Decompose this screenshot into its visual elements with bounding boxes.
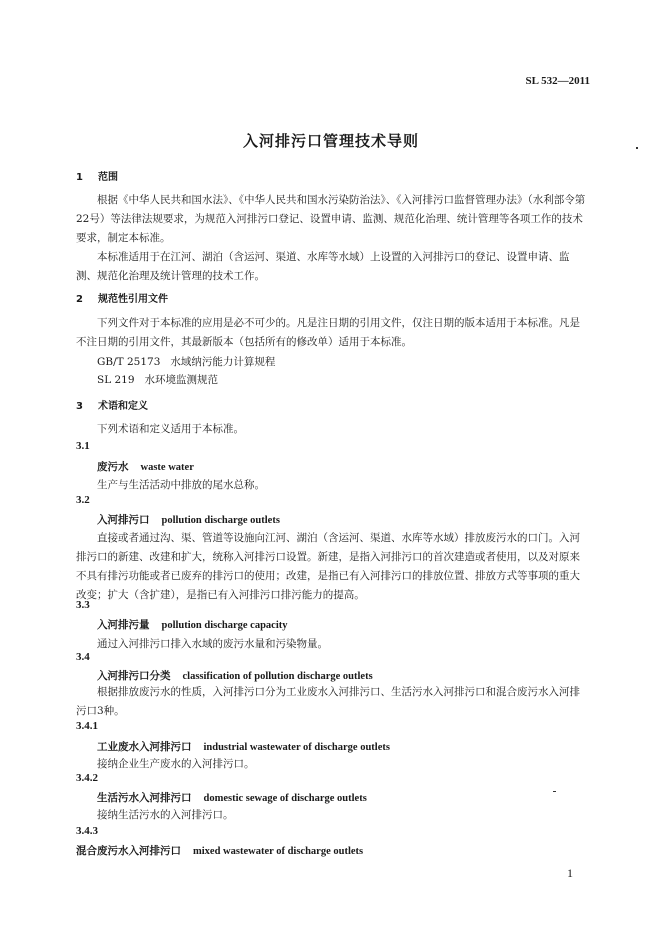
term-definition: 接纳生活污水的入河排污口。 — [97, 809, 234, 821]
term-zh: 混合废污水入河排污口 — [76, 845, 181, 857]
term-en: pollution discharge capacity — [161, 620, 288, 631]
term-definition: 生产与生活活动中排放的尾水总称。 — [97, 479, 265, 491]
section-2-heading — [76, 290, 168, 305]
term-zh: 工业废水入河排污口 — [97, 741, 192, 753]
clause-number: 3.3 — [76, 599, 90, 611]
scan-speck — [553, 791, 556, 792]
page-title: 入河排污口管理技术导则 — [242, 132, 419, 150]
term-zh: 废污水 — [97, 461, 129, 473]
term-en: domestic sewage of discharge outlets — [203, 793, 367, 804]
section-1-heading — [76, 168, 118, 183]
term-en: classification of pollution discharge outlets — [182, 671, 373, 682]
term-definition: 根据排放废污水的性质，入河排污口分为工业废水入河排污口、生活污水入河排污口和混合废污水入河排污口3种。 — [76, 686, 580, 717]
term-zh: 入河排污量 — [97, 619, 150, 631]
clause-number: 3.1 — [76, 440, 90, 452]
scan-speck — [636, 147, 638, 149]
term-entry — [76, 843, 363, 858]
section-title: 范围 — [98, 172, 118, 183]
term-en: pollution discharge outlets — [161, 515, 280, 526]
reference-item: SL 219 水环境监测规范 — [97, 374, 219, 386]
term-entry — [97, 617, 288, 632]
clause-number: 3.4 — [76, 651, 90, 663]
section-number: 1 — [76, 172, 83, 183]
standard-number: SL 532—2011 — [525, 75, 590, 87]
term-definition: 直接或者通过沟、渠、管道等设施向江河、湖泊（含运河、渠道、水库等水域）排放废污水的口门。入河排污口的新建、改建和扩大，统称入河排污口设置。新建，是指入河排污口的首次建造或者使用，以及对原来不具有排污功能或者已废弃的排污口的使用；改建，是指已有入河排污口的排放位置、排放方式等事项的重大改变；扩大（含扩建），是指已有入河排污口排污能力的提高。 — [76, 532, 580, 601]
term-entry — [97, 790, 367, 805]
clause-number: 3.4.2 — [76, 772, 98, 784]
clause-number: 3.4.1 — [76, 720, 98, 732]
section-number: 2 — [76, 294, 83, 305]
term-entry — [97, 739, 390, 754]
term-en: waste water — [140, 462, 194, 473]
term-en: industrial wastewater of discharge outlets — [203, 742, 390, 753]
paragraph-scope-application: 本标准适用于在江河、湖泊（含运河、渠道、水库等水域）上设置的入河排污口的登记、设置申请、监测、规范化治理及统计管理的技术工作。 — [76, 251, 570, 282]
term-zh: 入河排污口分类 — [97, 670, 171, 682]
term-entry — [97, 668, 373, 683]
reference-item: GB/T 25173 水域纳污能力计算规程 — [97, 356, 276, 368]
section-number: 3 — [76, 401, 83, 412]
term-zh: 入河排污口 — [97, 514, 150, 526]
term-definition: 通过入河排污口排入水域的废污水量和污染物量。 — [97, 638, 328, 650]
paragraph-normative-refs: 下列文件对于本标准的应用是必不可少的。凡是注日期的引用文件，仅注日期的版本适用于本标准。凡是不注日期的引用文件，其最新版本（包括所有的修改单）适用于本标准。 — [76, 317, 580, 348]
paragraph-scope-basis: 根据《中华人民共和国水法》、《中华人民共和国水污染防治法》、《入河排污口监督管理办法》（水利部令第22号）等法律法规要求，为规范入河排污口登记、设置申请、监测、规范化治理、统计管理等各项工作的技术要求，制定本标准。 — [76, 194, 586, 244]
clause-number: 3.2 — [76, 494, 90, 506]
term-zh: 生活污水入河排污口 — [97, 792, 192, 804]
term-entry — [97, 512, 280, 527]
section-title: 规范性引用文件 — [98, 294, 168, 305]
page-number: 1 — [567, 866, 573, 880]
section-title: 术语和定义 — [98, 401, 148, 412]
clause-number: 3.4.3 — [76, 825, 98, 837]
paragraph-terms-intro: 下列术语和定义适用于本标准。 — [97, 423, 244, 435]
term-en: mixed wastewater of discharge outlets — [193, 846, 364, 857]
term-definition: 接纳企业生产废水的入河排污口。 — [97, 758, 255, 770]
term-entry — [97, 459, 194, 474]
section-3-heading — [76, 397, 148, 412]
